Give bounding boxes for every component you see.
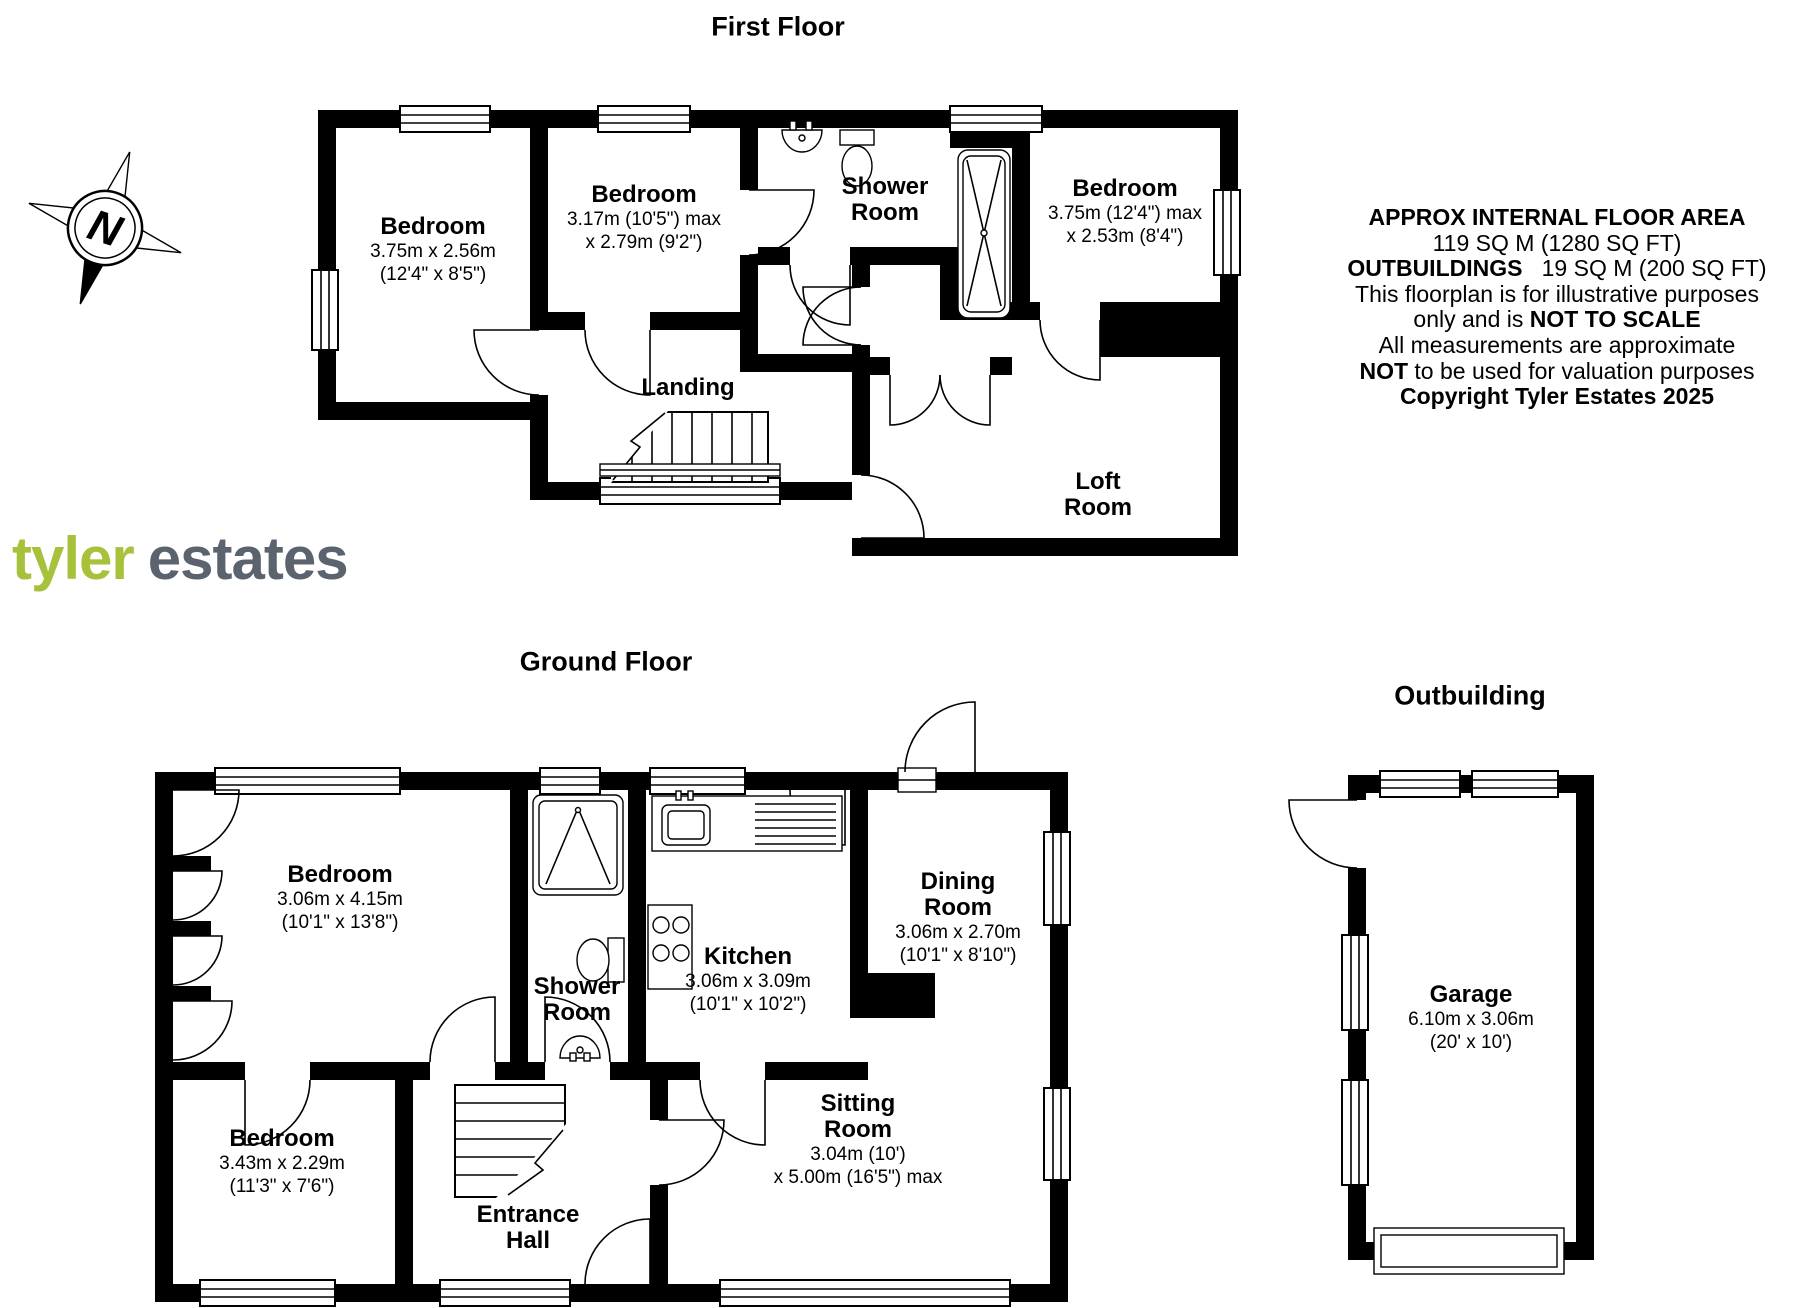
agency-logo [12,524,348,593]
room-dim: (11'3" x 7'6") [229,1175,335,1197]
window [215,768,400,794]
window [1472,771,1558,797]
disclaimer-text: to be used for valuation purposes [1408,357,1755,384]
disclaimer-line: This floorplan is for illustrative purposes [1355,280,1759,307]
logo-part-estates: estates [147,525,348,592]
window [650,768,745,794]
disclaimer-line [1318,359,1796,385]
room-dim: 3.17m (10'5") max [567,208,721,230]
room-dim: (20' x 10') [1429,1031,1513,1053]
door-arc [1040,320,1100,380]
stairs-icon [455,1085,566,1198]
room-label-entrance-hall [457,1202,599,1254]
room-name: Bedroom [591,180,697,208]
room-dim: 6.10m x 3.06m [1408,1008,1534,1030]
door-arc [430,997,495,1062]
disclaimer-text: only and is [1413,306,1530,333]
disclaimer-line [1318,256,1796,282]
room-dim: x 5.00m (16'5") max [773,1166,943,1188]
exterior-door-arc [905,702,975,772]
window [598,106,690,132]
wardrobe-door-arc [173,790,239,856]
disclaimer-bold: NOT [1359,357,1409,384]
room-dim: 3.75m (12'4") max [1048,202,1202,224]
room-label-loft-room [1048,469,1148,521]
door-arc [659,1120,724,1185]
room-label-bedroom-top [277,862,403,934]
room-dim: (10'1" x 13'8") [281,911,399,933]
door-arc [861,475,924,538]
window [312,270,338,350]
room-label-bedroom-left [370,214,496,286]
room-label-bedroom-middle [567,182,721,254]
room-label-landing [641,375,734,401]
window [1342,935,1368,1030]
window [1214,190,1240,275]
compass-icon [4,127,206,329]
room-name: Shower Room [841,173,929,226]
disclaimer-line: APPROX INTERNAL FLOOR AREA [1368,204,1746,230]
disclaimer-bold: OUTBUILDINGS [1347,255,1523,282]
wardrobe-door-arc [173,871,222,920]
double-door-arc [890,375,940,425]
room-dim: (10'1" x 8'10") [899,944,1017,966]
room-dim: 3.06m x 4.15m [277,888,403,910]
kitchen-sink-icon [652,791,842,851]
disclaimer-block [1318,205,1796,410]
room-label-shower-room-gf [521,974,633,1026]
outbuilding-title: Outbuilding [1394,680,1546,711]
garage-door-icon [1374,1228,1564,1274]
room-name: Garage [1429,980,1513,1008]
double-door-arc [940,375,990,425]
room-name: Dining Room [920,867,996,921]
wardrobe-door-arc [173,936,222,985]
room-name: Shower Room [533,973,621,1026]
disclaimer-line: 119 SQ M (1280 SQ FT) [1432,229,1682,256]
room-dim: (12'4" x 8'5") [379,263,487,285]
room-dim: x 2.79m (9'2") [585,231,703,253]
door-arc [585,330,650,395]
room-name: Bedroom [380,212,486,240]
room-dim: x 2.53m (8'4") [1066,225,1184,247]
logo-part-tyler: tyler [12,525,134,592]
shower-tray-icon [533,795,623,895]
room-label-dining-room [892,869,1024,967]
boiler-box-icon [898,768,936,792]
room-label-kitchen [685,944,811,1016]
window [1044,832,1070,925]
room-name: Landing [641,374,735,402]
window [540,768,600,794]
window [200,1280,335,1306]
disclaimer-text: 19 SQ M (200 SQ FT) [1522,255,1767,282]
room-dim: (10'1" x 10'2") [689,993,807,1015]
first-floor-title: First Floor [711,11,845,42]
room-dim: 3.06m x 3.09m [685,970,811,992]
door-arc [790,265,850,325]
sink-icon [560,1036,600,1061]
window [720,1280,1010,1306]
door-arc [1289,800,1357,868]
window [400,106,490,132]
room-name: Kitchen [703,942,793,970]
room-label-bedroom-bottom [219,1126,345,1198]
room-label-sitting-room [774,1091,943,1189]
door-arc [749,190,814,255]
door-arc [803,287,861,345]
door-arc [803,287,861,345]
room-name: Entrance Hall [476,1201,580,1254]
room-dim: 3.43m x 2.29m [219,1152,345,1174]
room-name: Loft Room [1064,468,1132,521]
wardrobe-door-arc [173,1001,232,1060]
door-arc [474,330,539,395]
bath-icon [958,150,1010,318]
disclaimer-line [1318,307,1796,333]
window [950,106,1042,132]
room-name: Bedroom [1072,174,1178,202]
room-dim: 3.04m (10') [810,1143,906,1165]
disclaimer-line: All measurements are approximate [1378,331,1736,358]
room-name: Bedroom [229,1124,335,1152]
window [440,1280,570,1306]
room-label-bedroom-right [1048,176,1202,248]
room-label-shower-room-ff [829,174,941,226]
window [1342,1080,1368,1185]
window [1044,1088,1070,1180]
disclaimer-line: Copyright Tyler Estates 2025 [1399,383,1715,410]
ground-floor-title: Ground Floor [519,646,693,677]
disclaimer-bold: NOT TO SCALE [1529,306,1701,333]
compass-n-label: N [82,200,128,257]
room-name: Bedroom [287,860,393,888]
stairs-icon [600,411,780,483]
room-dim: 3.06m x 2.70m [895,921,1021,943]
room-name: Sitting Room [820,1089,896,1143]
garage-windows [1342,771,1558,1185]
room-dim: 3.75m x 2.56m [370,240,496,262]
door-arc [700,1080,765,1145]
window [1380,771,1460,797]
room-label-garage [1408,982,1534,1054]
